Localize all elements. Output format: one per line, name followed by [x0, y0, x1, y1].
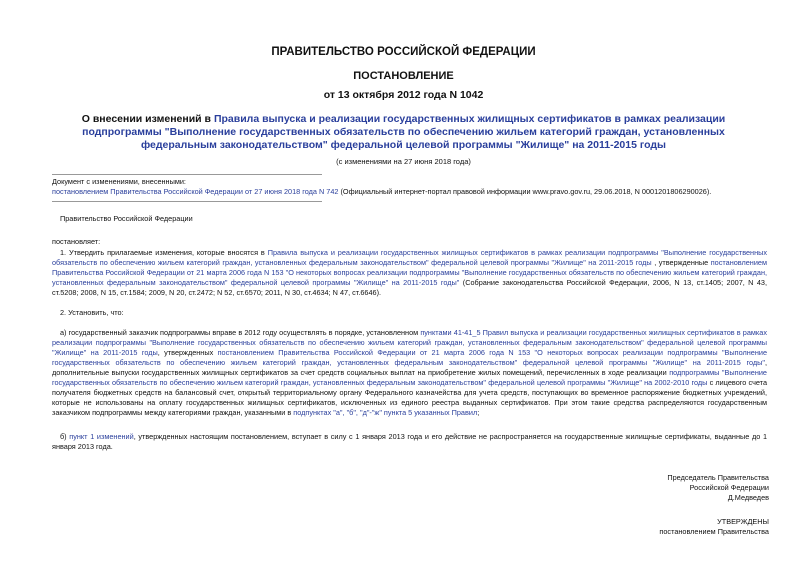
p1-text-b: , утвержденные [651, 258, 711, 267]
pb-text-b: , утвержденных настоящим постановлением, вступает в силу с 1 января 2013 года и его действие не распространяется на государственные жилищные сертификаты, выданные до 1 января 2013 года. [52, 432, 768, 451]
document-date-number: от 13 октября 2012 года N 1042 [323, 89, 484, 101]
subparagraph-a [52, 328, 767, 418]
publication-source: (Официальный интернет-портал правовой информации www.pravo.gov.ru, 29.06.2018, N 0001201806290026). [338, 187, 712, 196]
document-changes-label: Документ с изменениями, внесенными: [52, 177, 186, 186]
title-rules-link[interactable]: Правила выпуска и реализации государственных жилищных сертификатов в рамках реализации подпрограммы "Выполнение государственных обязательств по обеспечению жильем категорий граждан, установленных федеральным законодательством" федеральной целевой программы "Жилище" на 2011-2015 годы [82, 113, 726, 151]
government-heading: ПРАВИТЕЛЬСТВО РОССИЙСКОЙ ФЕДЕРАЦИИ [271, 46, 536, 58]
amendment-note: (с изменениями на 27 июня 2018 года) [336, 157, 471, 166]
pa-text-e: ; [477, 408, 480, 417]
p1-rules-link[interactable]: Правила выпуска и реализации государственных жилищных сертификатов в рамках реализации подпрограммы "Выполнение государственных обязательств по обеспечению жильем категорий граждан, установленных федеральным законодательством" федеральной целевой программы "Жилище" на 2011-2015 годы [52, 248, 767, 267]
pa-text-a: а) государственный заказчик подпрограммы вправе в 2012 году осуществлять в порядке, установленном [60, 328, 421, 337]
subparagraph-b [52, 432, 767, 452]
title-prefix: О внесении изменений в [81, 113, 214, 125]
pb-point-1-link[interactable]: пункт 1 изменений [69, 432, 134, 441]
pa-subpoints-link[interactable]: подпунктах "а", "б", "д"-"ж" пункта 5 указанных Правил [293, 408, 478, 417]
government-rf-line: Правительство Российской Федерации [60, 214, 193, 223]
signer-role-2: Российской Федерации [689, 483, 769, 492]
signature-block [667, 473, 769, 503]
pa-text-d: с лицевого счета получателя бюджетных средств на балансовый счет, открытый территориальному органу Федерального казначейства для учета средств, поступающих во временное распоряжение бюджетных учреждений, которые не использованы на оплату государственных жилищных сертификатов, исключенных из единого реестра выданных сертификатов. При этом такие средства распределяются государственным заказчиком подпрограммы между категориями граждан, указанными в [52, 378, 767, 417]
pa-subprogram-link[interactable]: подпрограммы "Выполнение государственных обязательств по обеспечению жильем категорий граждан, установленных федеральным законодательством" федеральной целевой программы "Жилище" на 2002-2010 годы [52, 368, 767, 387]
divider-bottom [52, 201, 322, 202]
pa-resolution-153-link[interactable]: постановлением Правительства Российской Федерации от 21 марта 2006 года N 153 "О некоторых вопросах реализации подпрограммы "Выполнение государственных обязательств по обеспечению жильем категорий граждан, установленных федеральным законодательством" федеральной целевой программы "Жилище" на 2011-2015 годы" [52, 348, 768, 367]
approved-label: УТВЕРЖДЕНЫ [717, 517, 769, 526]
pa-text-c: , дополнительные выпуски государственных жилищных сертификатов за счет средств социальных выплат на приобретение жилых помещений, перечисленных в ходе реализации [52, 358, 767, 377]
signer-role-1: Председатель Правительства [667, 473, 769, 482]
document-title [46, 113, 761, 152]
signer-name: Д.Медведев [727, 493, 769, 502]
divider-top [52, 174, 322, 175]
pa-points-link[interactable]: пунктами 41-41_5 Правил выпуска и реализации государственных жилищных сертификатов в рамках реализации подпрограммы "Выполнение государственных обязательств по обеспечению жильем категорий граждан, установленных федеральным законодательством" федеральной целевой программы "Жилище" на 2011-2015 годы [52, 328, 767, 357]
pb-text-a: б) [60, 432, 70, 441]
paragraph-1 [52, 248, 767, 298]
paragraph-2: 2. Установить, что: [60, 308, 124, 317]
approval-block [659, 517, 769, 537]
p1-resolution-153-link[interactable]: постановлением Правительства Российской Федерации от 21 марта 2006 года N 153 "О некоторых вопросах реализации подпрограммы "Выполнение государственных обязательств по обеспечению жильем категорий граждан, установленных федеральным законодательством" федеральной целевой программы "Жилище" на 2011-2015 годы" [52, 258, 767, 287]
p1-text-a: 1. Утвердить прилагаемые изменения, которые вносятся в [60, 248, 268, 257]
resolves-line: постановляет: [52, 237, 101, 246]
p1-text-c: (Собрание законодательства Российской Федерации, 2006, N 13, ст.1405; 2007, N 43, ст.5208; 2008, N 15, ст.1584; 2009, N 20, ст.2472; N 52, ст.6570; 2011, N 30, ст.4634; N 47, ст.6646). [52, 278, 767, 297]
amending-resolution-link[interactable]: постановлением Правительства Российской Федерации от 27 июня 2018 года N 742 [52, 187, 339, 196]
document-changes-block [52, 177, 767, 197]
pa-text-b: , утвержденных [157, 348, 218, 357]
approved-by-label: постановлением Правительства [659, 527, 769, 536]
document-changes-entry [52, 187, 767, 197]
document-type-heading: ПОСТАНОВЛЕНИЕ [353, 70, 454, 82]
